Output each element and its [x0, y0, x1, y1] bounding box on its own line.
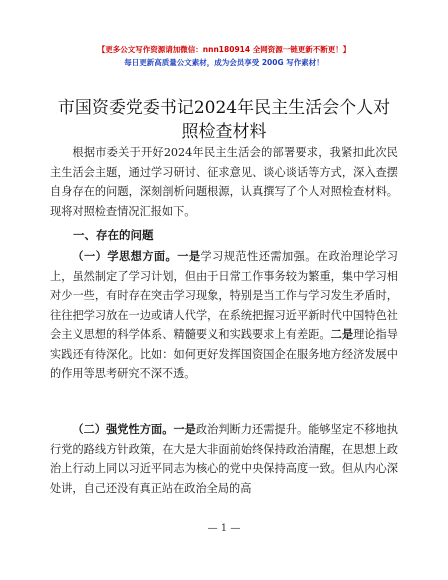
paragraph-study-thought — [50, 247, 398, 384]
item-lead-point: 学习规范性还需加强。 — [200, 250, 317, 263]
intro-paragraph: 根据市委关于开好2024年民主生活会的部署要求，我紧扣此次民主生活会主题，通过学习研讨、征求意见、谈心谈话等方式，深入查摆自身存在的问题，深刻剖析问题根源，认真撰写了个人对照检查材料。现将对照检查情况汇报如下。 — [50, 146, 398, 218]
item-lead: 一是 — [177, 250, 201, 263]
promo-banner-line-2: 每日更新高质量公文素材，成为会员享受 200G 写作素材！ — [124, 58, 324, 67]
item-body: 在政治理论学习上，虽然制定了学习计划，但由于日常工作事务较为繁重，集中学习相对少一些，有时存在突击学习现象，特别是当工作与学习发生矛盾时，往往把学习放在一边或请人代学，在系统把握习近平新时代中国特色社会主义思想的科学体系、精髓要义和实践要求上有差距。 — [50, 250, 398, 341]
item-body: 能够坚定不移地执行党的路线方针政策，在大是大非面前始终保持政治清醒，在思想上政治上行动上同以习近平同志为核心的党中央保持高度一致。但从内心深处讲，自己还没有真正站在政治全局的高 — [50, 423, 398, 495]
page-number: — 1 — — [207, 523, 241, 534]
item-lead-2: 二是 — [330, 328, 354, 341]
item-lead: 一是 — [173, 423, 196, 436]
document-title: 市国资委党委书记2024年民主生活会个人对照检查材料 — [57, 98, 391, 142]
promo-banner-line-1: 【更多公文写作资源请加微信：nnn180914 全网资源一链更新不断更！】 — [97, 45, 351, 54]
item-label: （二）强党性方面。 — [72, 423, 174, 436]
item-label: （一）学思想方面。 — [72, 250, 178, 263]
item-body-2: 比如：如何更好发挥国资国企在服务地方经济发展中的作用等思考研究不深不透。 — [50, 347, 398, 380]
section-heading-problems: 一、存在的问题 — [73, 228, 154, 242]
item-lead-point: 政治判断力还需提升。 — [195, 423, 309, 436]
item-lead-point-2: 理论指导实践还有待深化。 — [50, 328, 398, 361]
paragraph-party-spirit — [50, 420, 398, 498]
